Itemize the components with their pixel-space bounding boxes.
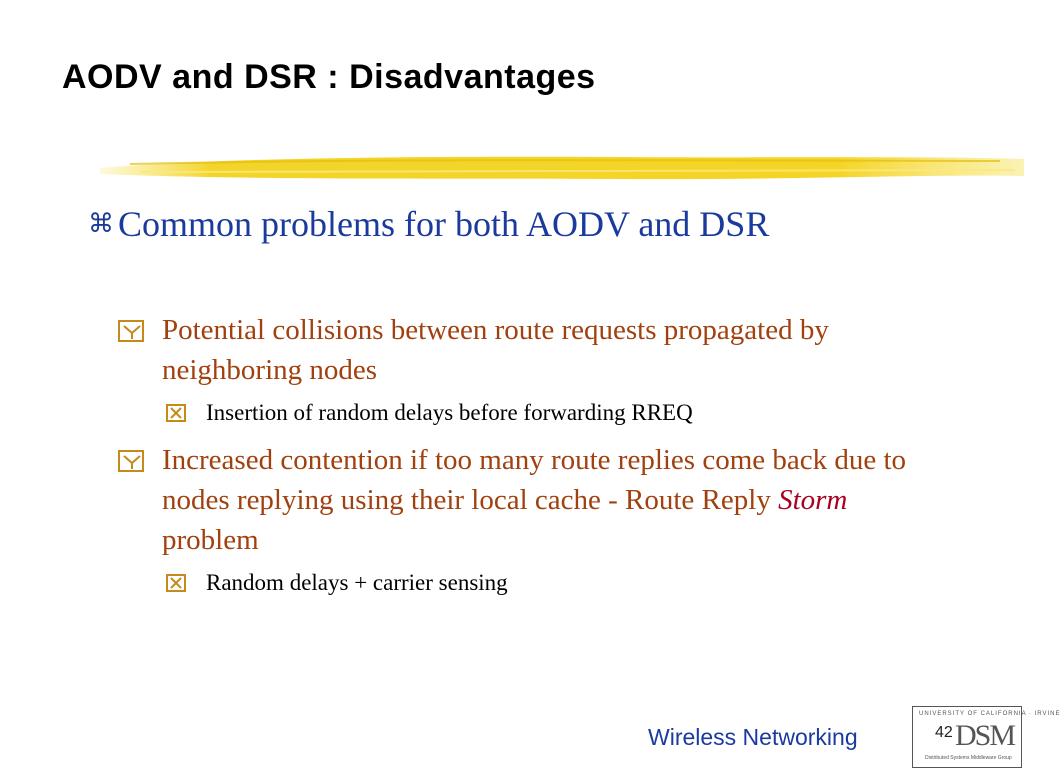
bullet-level3-carrier-sensing xyxy=(166,568,926,598)
slide-title: AODV and DSR : Disadvantages xyxy=(62,58,596,96)
yellow-brush-divider xyxy=(100,150,1024,190)
emphasis-storm: Storm xyxy=(778,484,848,516)
page-number: 42 xyxy=(935,724,953,741)
x-box-icon xyxy=(166,574,186,592)
logo-mark: DSM xyxy=(955,719,1015,752)
bullet-level3-text: Random delays + carrier sensing xyxy=(206,570,508,595)
logo-top-text: UNIVERSITY OF CALIFORNIA · IRVINE xyxy=(919,711,1060,717)
dsm-logo xyxy=(912,706,1060,768)
text-segment: problem xyxy=(162,524,259,556)
bullet-level3-random-delays xyxy=(166,398,926,428)
checkbox-icon xyxy=(118,320,144,342)
logo-sub-text: Distributed Systems Middleware Group xyxy=(925,755,1012,761)
footer-label: Wireless Networking xyxy=(648,724,858,750)
text-segment: Increased contention if too many route replies come back due to nodes replying using their local cache - Route Reply xyxy=(162,444,907,516)
bullet-level3-text: Insertion of random delays before forwarding RREQ xyxy=(206,400,693,425)
bullet-level1 xyxy=(88,203,888,245)
bullet-level2-text: Potential collisions between route requests propagated by neighboring nodes xyxy=(162,314,829,386)
bullet-level2-collisions xyxy=(118,310,918,390)
checkbox-icon xyxy=(118,450,144,472)
bullet-level2-text xyxy=(162,440,918,560)
place-of-interest-icon: ⌘ xyxy=(88,209,114,239)
x-box-icon xyxy=(166,404,186,422)
bullet-level2-contention xyxy=(118,440,918,560)
bullet-level1-text: Common problems for both AODV and DSR xyxy=(118,204,770,244)
